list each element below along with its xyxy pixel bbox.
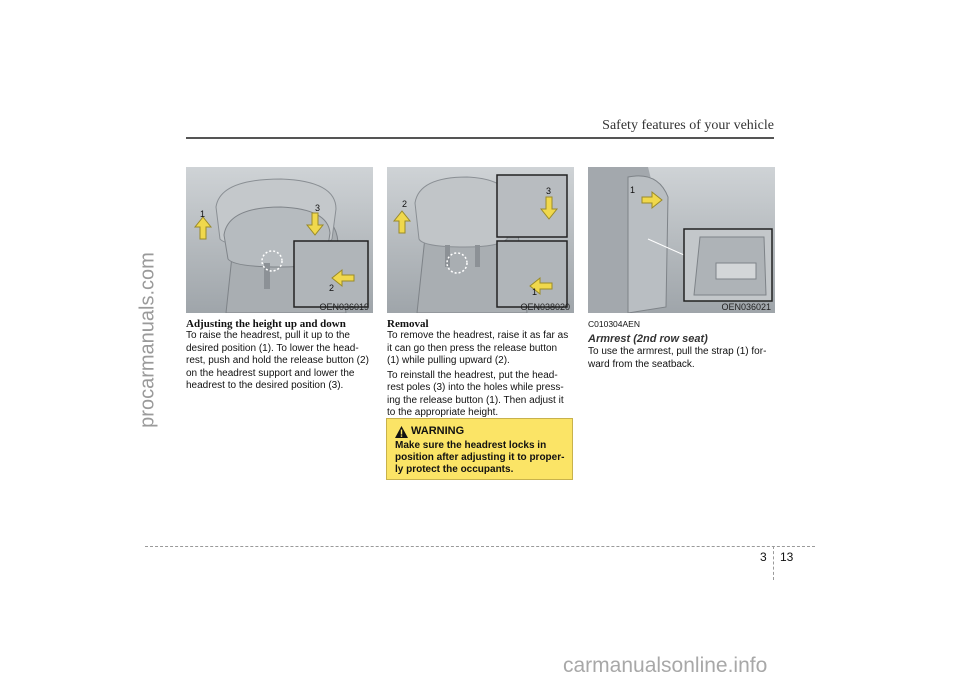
warning-text xyxy=(395,440,567,476)
header-divider xyxy=(186,137,774,139)
figure-code: OEN036021 xyxy=(721,302,771,312)
section-heading: Adjusting the height up and down xyxy=(186,318,346,330)
section-heading: Armrest (2nd row seat) xyxy=(588,333,708,345)
callout-number: 3 xyxy=(546,186,552,196)
body-paragraph xyxy=(387,370,574,420)
callout-number: 2 xyxy=(329,283,335,293)
footer-watermark: carmanualsonline.info xyxy=(563,654,768,677)
text-line: To remove the headrest, raise it as far as xyxy=(387,330,569,341)
text-line: ly protect the occupants. xyxy=(395,464,514,475)
figure-headrest-height xyxy=(186,167,373,313)
text-line: To reinstall the headrest, put the head- xyxy=(387,369,558,381)
body-paragraph xyxy=(186,330,373,393)
text-line: it can go then press the release button xyxy=(387,342,558,354)
body-paragraph xyxy=(387,330,574,368)
warning-title: WARNING xyxy=(411,425,465,437)
text-line: To raise the headrest, pull it up to the xyxy=(186,330,350,341)
chapter-number: 3 xyxy=(760,550,767,564)
text-line: desired position (1). To lower the head- xyxy=(186,342,359,354)
text-line: rest poles (3) into the holes while press- xyxy=(387,382,564,393)
page-number: 13 xyxy=(780,550,794,564)
page-number-divider xyxy=(773,546,774,580)
warning-box xyxy=(386,418,573,480)
callout-number: 3 xyxy=(315,203,321,213)
callout-number: 1 xyxy=(630,185,636,195)
text-line: position after adjusting it to proper- xyxy=(395,452,565,463)
figure-code: OEN036019 xyxy=(319,302,369,312)
text-line: headrest to the desired position (3). xyxy=(186,380,344,391)
side-watermark: procarmanuals.com xyxy=(136,252,159,428)
figure-code: OEN038020 xyxy=(520,302,570,312)
callout-number: 1 xyxy=(532,287,538,297)
page-header-title: Safety features of your vehicle xyxy=(602,118,774,133)
body-paragraph xyxy=(588,346,775,371)
section-height-adjust xyxy=(186,318,373,393)
text-line: ward from the seatback. xyxy=(588,358,695,370)
text-line: rest, push and hold the release button (2) xyxy=(186,355,369,366)
text-line: To use the armrest, pull the strap (1) for- xyxy=(588,346,767,357)
text-line: Make sure the headrest locks in xyxy=(395,440,547,451)
figure-headrest-removal xyxy=(387,167,574,313)
section-code: C010304AEN xyxy=(588,319,640,329)
callout-number: 1 xyxy=(200,209,206,219)
text-line: (1) while pulling upward (2). xyxy=(387,355,510,366)
text-line: ing the release button (1). Then adjust it xyxy=(387,394,564,406)
section-heading: Removal xyxy=(387,318,429,330)
figure-armrest xyxy=(588,167,775,313)
section-armrest xyxy=(588,319,775,371)
section-removal xyxy=(387,318,574,420)
callout-number: 2 xyxy=(402,199,408,209)
text-line: on the headrest support and lower the xyxy=(186,367,355,379)
footer-divider xyxy=(145,546,815,547)
text-line: to the appropriate height. xyxy=(387,407,499,418)
